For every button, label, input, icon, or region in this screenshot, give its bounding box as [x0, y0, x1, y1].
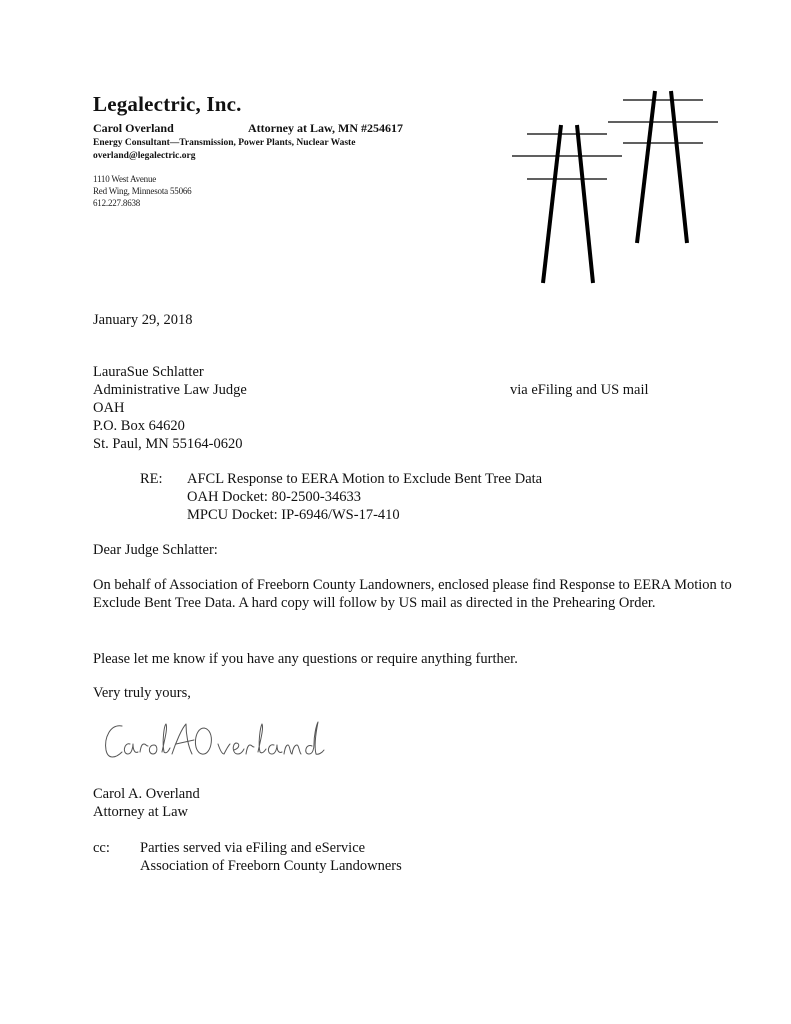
re-line-3: MPCU Docket: IP-6946/WS-17-410: [187, 507, 400, 523]
body-paragraph-2: Please let me know if you have any questions or require anything further.: [93, 651, 518, 667]
address-line-1: 1110 West Avenue: [93, 174, 157, 184]
company-name: Legalectric, Inc.: [93, 92, 242, 116]
cc-label: cc:: [93, 840, 110, 856]
recipient-title: Administrative Law Judge: [93, 382, 247, 398]
salutation: Dear Judge Schlatter:: [93, 542, 218, 558]
signer-name: Carol A. Overland: [93, 786, 200, 802]
closing: Very truly yours,: [93, 685, 191, 701]
delivery-method: via eFiling and US mail: [510, 382, 649, 398]
re-label: RE:: [140, 471, 163, 487]
re-line-2: OAH Docket: 80-2500-34633: [187, 489, 361, 505]
body-paragraph-1: On behalf of Association of Freeborn County Landowners, enclosed please find Response to EERA Motion to Exclude Bent Tree Data. A hard copy will follow by US mail as directed in the Prehearing Order.: [93, 577, 732, 611]
phone: 612.227.8638: [93, 198, 141, 208]
signer-title: Attorney at Law: [93, 804, 189, 820]
attorney-title: Attorney at Law, MN #254617: [248, 121, 403, 135]
re-line-1: AFCL Response to EERA Motion to Exclude Bent Tree Data: [187, 471, 543, 487]
recipient-org: OAH: [93, 400, 125, 416]
cc-line-2: Association of Freeborn County Landowners: [140, 858, 402, 874]
signature-image: [100, 718, 330, 766]
email: overland@legalectric.org: [93, 151, 196, 161]
cc-line-1: Parties served via eFiling and eService: [140, 840, 366, 856]
transmission-towers-icon: [505, 85, 725, 290]
recipient-name: LauraSue Schlatter: [93, 364, 204, 380]
attorney-name: Carol Overland: [93, 121, 174, 135]
letter-date: January 29, 2018: [93, 312, 193, 328]
recipient-city: St. Paul, MN 55164-0620: [93, 436, 243, 452]
recipient-pobox: P.O. Box 64620: [93, 418, 185, 434]
address-line-2: Red Wing, Minnesota 55066: [93, 186, 192, 196]
tagline: Energy Consultant—Transmission, Power Plants, Nuclear Waste: [93, 138, 356, 148]
